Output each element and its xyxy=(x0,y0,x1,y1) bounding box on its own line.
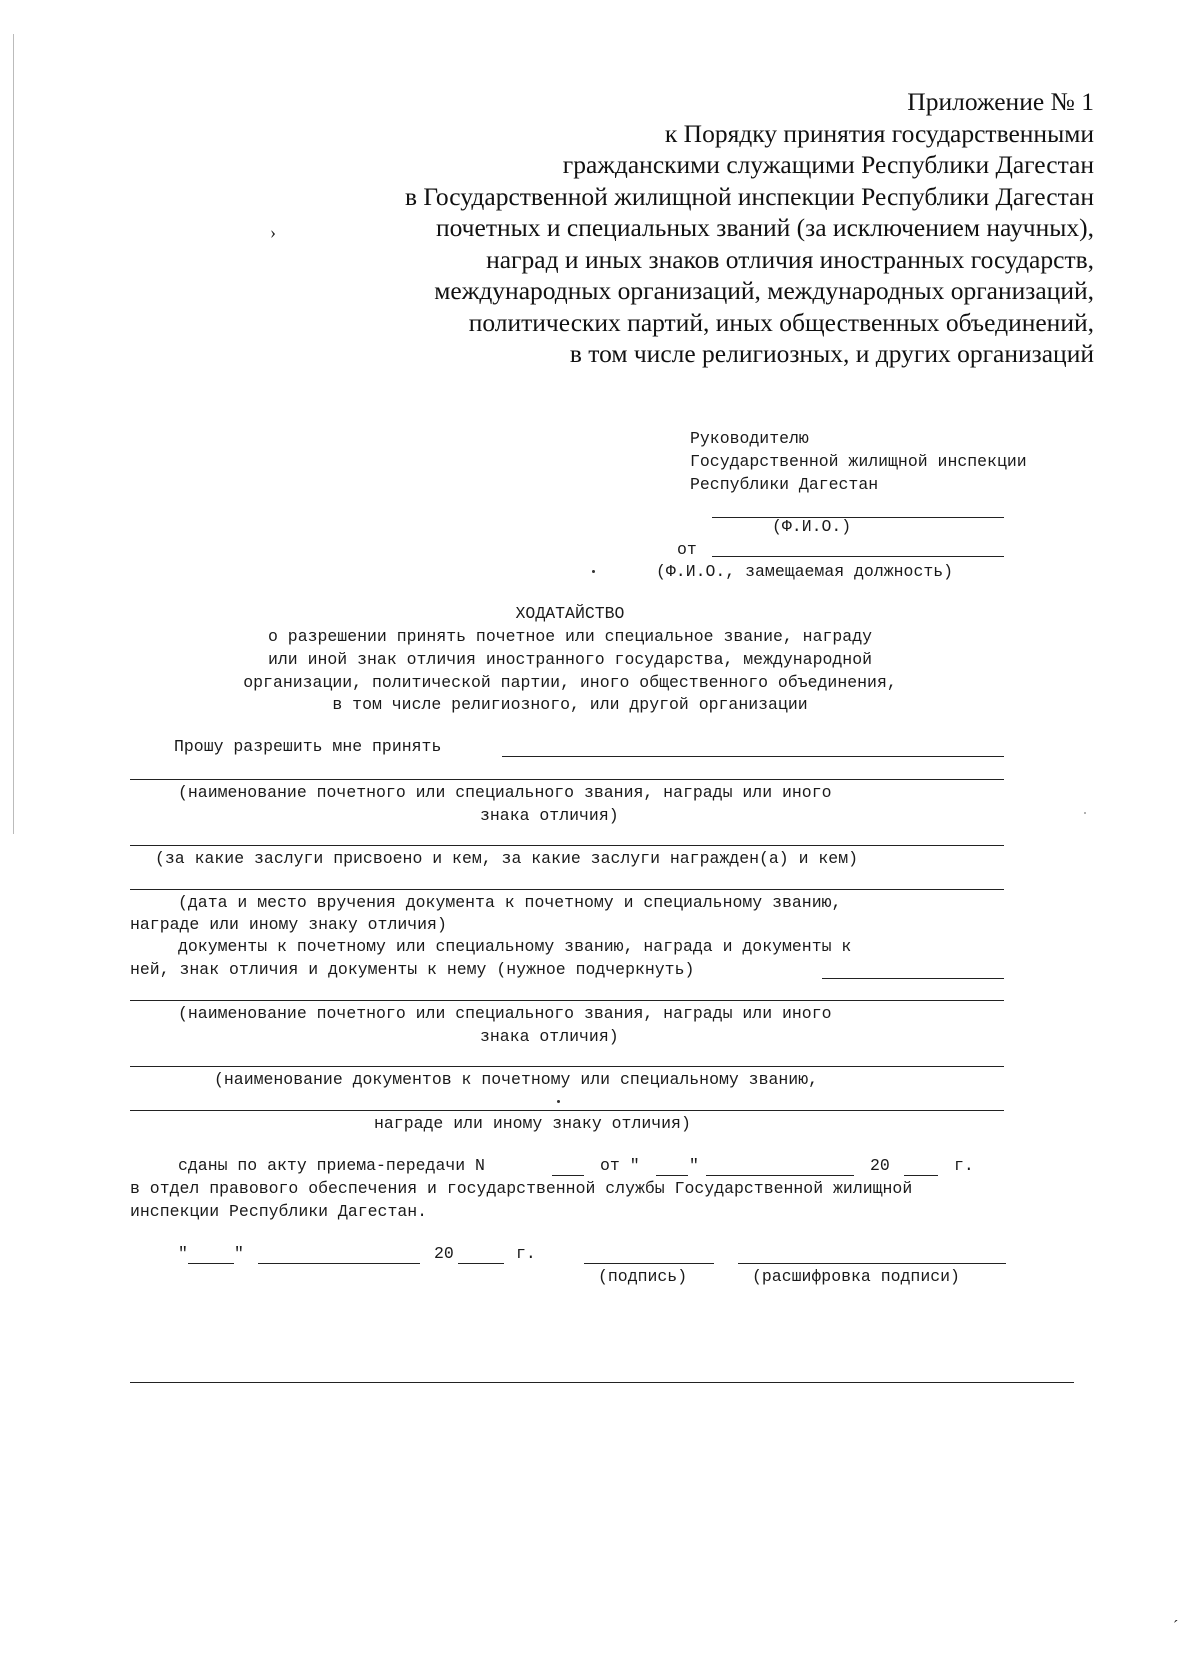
date-blank xyxy=(130,889,1004,890)
documents-text: документы к почетному или специальному званию, награда и документы к xyxy=(178,937,852,956)
addressee-line: Государственной жилищной инспекции xyxy=(690,452,1027,471)
award2-blank xyxy=(130,1000,1004,1001)
act-year-blank xyxy=(904,1175,938,1176)
act-day-blank xyxy=(656,1175,688,1176)
scan-speck xyxy=(592,570,595,573)
decoding-blank xyxy=(738,1263,1006,1264)
act-year: 20 xyxy=(870,1156,890,1175)
addressee-line: Республики Дагестан xyxy=(690,475,879,494)
sign-year-suffix: г. xyxy=(516,1244,536,1263)
sign-month-blank xyxy=(258,1263,420,1264)
header-line: наград и иных знаков отличия иностранных государств, xyxy=(486,244,1094,274)
from-caption: (Ф.И.О., замещаемая должность) xyxy=(656,562,954,581)
merits-blank xyxy=(130,845,1004,846)
signature-blank xyxy=(584,1263,714,1264)
act-from-label: от " xyxy=(600,1156,640,1175)
act-month-blank xyxy=(706,1175,854,1176)
sign-year-blank xyxy=(458,1263,504,1264)
docs-caption: (наименование документов к почетному или специальному званию, xyxy=(214,1070,818,1089)
from-blank xyxy=(712,556,1004,557)
signature-caption: (подпись) xyxy=(598,1267,688,1286)
date-quote-close: " xyxy=(234,1244,244,1263)
scan-mark: › xyxy=(270,222,276,242)
award2-caption: знака отличия) xyxy=(480,1027,619,1046)
request-label: Прошу разрешить мне принять xyxy=(174,737,442,756)
act-year-suffix: г. xyxy=(954,1156,974,1175)
award2-caption: (наименование почетного или специального звания, награды или иного xyxy=(178,1004,832,1023)
header-line: Приложение № 1 xyxy=(907,87,1094,116)
dept-text: инспекции Республики Дагестан. xyxy=(130,1202,428,1221)
petition-subtitle-line: о разрешении принять почетное или специальное звание, награду xyxy=(268,627,872,646)
sign-day-blank xyxy=(188,1263,234,1264)
scan-speck xyxy=(557,1100,560,1103)
act-text: сданы по акту приема-передачи N xyxy=(178,1156,485,1175)
addressee-line: Руководителю xyxy=(690,429,809,448)
merits-caption: (за какие заслуги присвоено и кем, за какие заслуги награжден(а) и кем) xyxy=(155,849,859,868)
header-line: в Государственной жилищной инспекции Республики Дагестан xyxy=(405,181,1094,211)
header-line: в том числе религиозных, и других организаций xyxy=(569,339,1094,368)
petition-subtitle-line: или иной знак отличия иностранного государства, международной xyxy=(268,650,872,669)
documents-text: ней, знак отличия и документы к нему (нужное подчеркнуть) xyxy=(130,960,695,979)
docs-blank xyxy=(130,1066,1004,1067)
award-caption: знака отличия) xyxy=(480,806,619,825)
award-blank xyxy=(130,779,1004,780)
scan-speck xyxy=(1084,812,1086,814)
scan-mark: ˊ xyxy=(1173,1618,1179,1635)
header-line: международных организаций, международных организаций, xyxy=(434,276,1094,305)
docs-caption: награде или иному знаку отличия) xyxy=(374,1114,691,1133)
appendix-header xyxy=(334,86,1094,370)
header-line: почетных и специальных званий (за исключением научных), xyxy=(435,213,1094,242)
petition-subtitle-line: организации, политической партии, иного общественного объединения, xyxy=(243,673,897,692)
act-number-blank xyxy=(552,1175,584,1176)
bottom-rule xyxy=(130,1382,1074,1383)
scan-edge xyxy=(13,34,14,834)
underline-blank xyxy=(822,978,1004,979)
header-line: гражданскими служащими Республики Дагестан xyxy=(562,150,1094,179)
date-quote-open: " xyxy=(178,1244,188,1263)
request-blank xyxy=(502,756,1004,757)
date-caption: награде или иному знаку отличия) xyxy=(130,915,447,934)
date-caption: (дата и место вручения документа к почетному и специальному званию, xyxy=(178,893,842,912)
award-caption: (наименование почетного или специального звания, награды или иного xyxy=(178,783,832,802)
dept-text: в отдел правового обеспечения и государственной службы Государственной жилищной xyxy=(130,1179,913,1198)
from-label: от xyxy=(677,540,697,559)
fio-blank xyxy=(712,517,1004,518)
act-quote: " xyxy=(689,1156,699,1175)
petition-subtitle-line: в том числе религиозного, или другой организации xyxy=(332,695,808,714)
header-line: к Порядку принятия государственными xyxy=(664,118,1094,148)
fio-caption: (Ф.И.О.) xyxy=(772,517,852,536)
decoding-caption: (расшифровка подписи) xyxy=(752,1267,960,1286)
petition-heading: ХОДАТАЙСТВО xyxy=(515,604,625,623)
sign-year: 20 xyxy=(434,1244,454,1263)
header-line: политических партий, иных общественных объединений, xyxy=(468,307,1094,337)
docs-blank xyxy=(130,1110,1004,1111)
